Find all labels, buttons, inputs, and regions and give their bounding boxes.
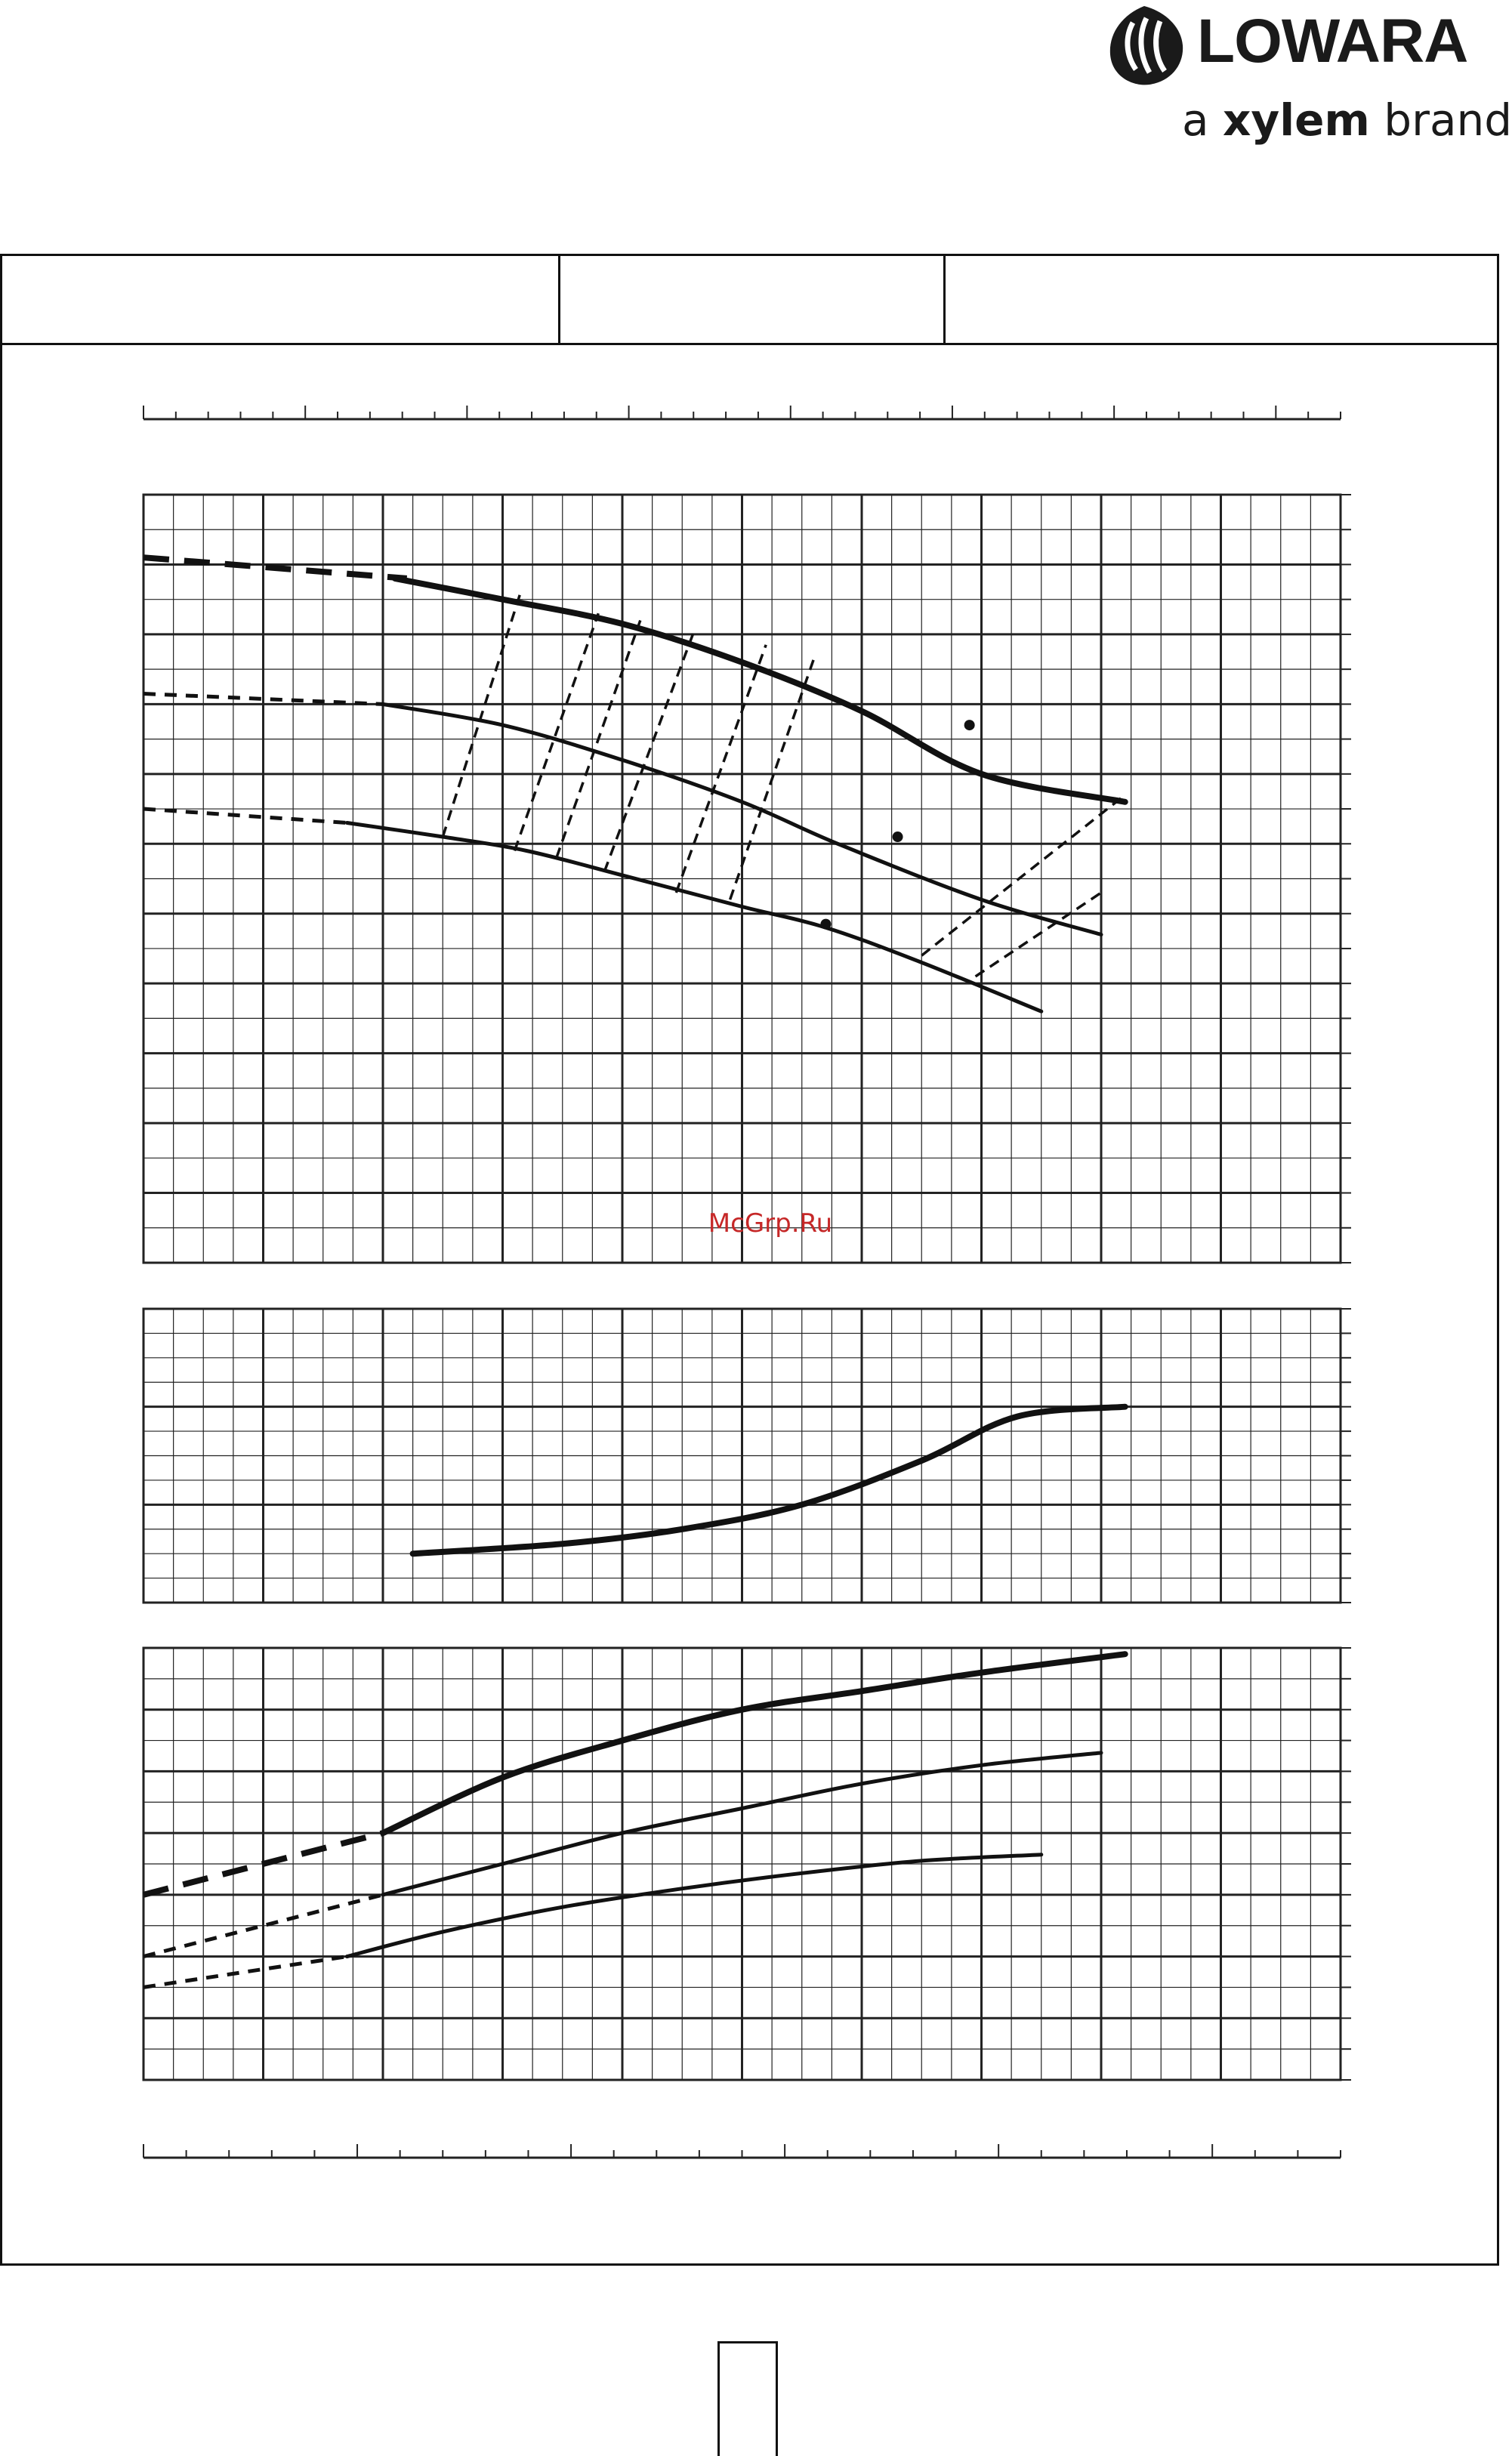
tagline-brand: xylem: [1222, 94, 1370, 146]
head-curve-impeller-max-line: [395, 579, 1125, 802]
head-curve-impeller-max-dashed: [143, 557, 407, 579]
head-marker-1: [964, 720, 975, 730]
page-number-box: [717, 2341, 778, 2456]
tagline-suffix: brand: [1384, 94, 1512, 146]
power-curve-power-min-dashed: [143, 1957, 347, 1988]
head-marker-2: [893, 832, 903, 842]
power-curve-power-min-line: [347, 1855, 1041, 1957]
head-curve-impeller-min-dashed: [143, 809, 347, 823]
efficiency-line-5: [676, 645, 766, 893]
efficiency-line-4: [604, 631, 694, 872]
brand-name: LOWARA: [1197, 7, 1468, 76]
watermark: McGrp.Ru: [708, 1208, 833, 1239]
tagline-prefix: a: [1182, 94, 1209, 146]
head-marker-3: [820, 919, 831, 930]
